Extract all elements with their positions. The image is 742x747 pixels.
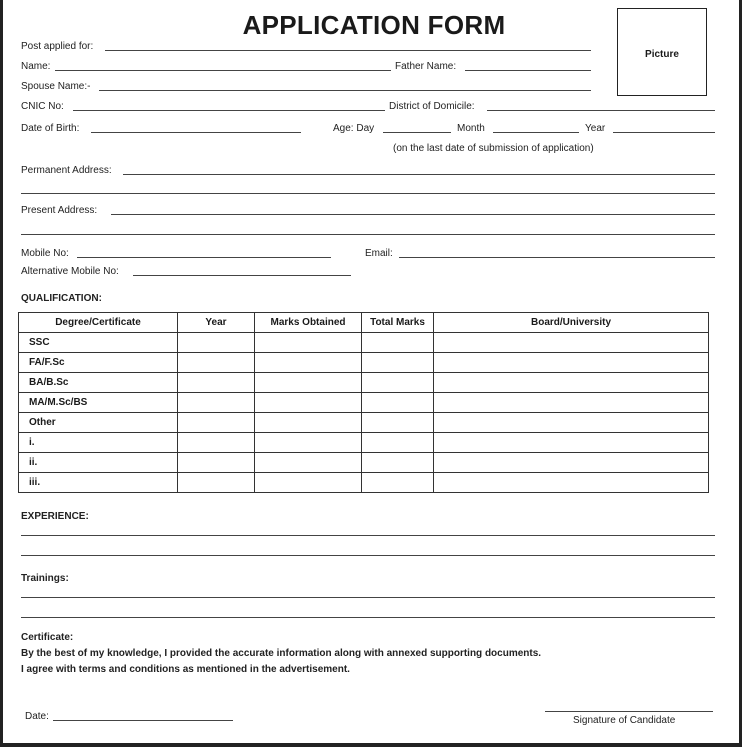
trainings-field-line2[interactable] <box>21 617 715 618</box>
table-row <box>19 433 709 453</box>
permanent-address-field[interactable] <box>123 174 715 175</box>
alt-mobile-field[interactable] <box>133 275 351 276</box>
marks-obtained-cell[interactable] <box>255 353 362 373</box>
cnic-label: CNIC No: <box>21 101 64 112</box>
board-university-cell[interactable] <box>434 333 709 353</box>
post-field[interactable] <box>105 50 591 51</box>
qualification-table <box>18 312 709 493</box>
certificate-statement-2: I agree with terms and conditions as mentioned in the advertisement. <box>21 664 350 675</box>
qualification-header-row <box>19 313 709 333</box>
mobile-label: Mobile No: <box>21 248 69 259</box>
total-marks-cell[interactable] <box>362 353 434 373</box>
year-cell[interactable] <box>178 393 255 413</box>
marks-obtained-cell[interactable] <box>255 333 362 353</box>
year-cell[interactable] <box>178 353 255 373</box>
father-name-field[interactable] <box>465 70 591 71</box>
year-cell[interactable] <box>178 333 255 353</box>
permanent-address-field-line2[interactable] <box>21 193 715 194</box>
experience-field-line2[interactable] <box>21 555 715 556</box>
trainings-field-line1[interactable] <box>21 597 715 598</box>
total-marks-cell[interactable] <box>362 393 434 413</box>
table-row <box>19 353 709 373</box>
degree-cell: Other <box>19 413 178 433</box>
total-marks-cell[interactable] <box>362 333 434 353</box>
picture-box[interactable] <box>617 8 707 96</box>
age-day-label: Age: Day <box>333 123 375 134</box>
degree-cell: iii. <box>19 473 178 493</box>
year-cell[interactable] <box>178 413 255 433</box>
spouse-name-label: Spouse Name:- <box>21 81 91 92</box>
signature-label: Signature of Candidate <box>573 715 676 726</box>
marks-obtained-cell[interactable] <box>255 433 362 453</box>
year-cell[interactable] <box>178 373 255 393</box>
age-year-field[interactable] <box>613 132 715 133</box>
board-university-cell[interactable] <box>434 453 709 473</box>
total-marks-cell[interactable] <box>362 453 434 473</box>
experience-field-line1[interactable] <box>21 535 715 536</box>
trainings-heading: Trainings: <box>21 573 69 584</box>
column-header: Year <box>178 313 255 333</box>
table-row <box>19 333 709 353</box>
column-header: Marks Obtained <box>255 313 362 333</box>
age-note: (on the last date of submission of application) <box>393 143 594 154</box>
present-address-label: Present Address: <box>21 205 98 216</box>
dob-label: Date of Birth: <box>21 123 80 134</box>
experience-heading: EXPERIENCE: <box>21 511 89 522</box>
table-row <box>19 413 709 433</box>
table-row <box>19 373 709 393</box>
table-row <box>19 393 709 413</box>
marks-obtained-cell[interactable] <box>255 373 362 393</box>
marks-obtained-cell[interactable] <box>255 473 362 493</box>
board-university-cell[interactable] <box>434 473 709 493</box>
table-row <box>19 473 709 493</box>
name-label: Name: <box>21 61 51 72</box>
post-label: Post applied for: <box>21 41 94 52</box>
board-university-cell[interactable] <box>434 433 709 453</box>
degree-cell: i. <box>19 433 178 453</box>
board-university-cell[interactable] <box>434 393 709 413</box>
domicile-label: District of Domicile: <box>389 101 475 112</box>
age-year-label: Year <box>585 123 606 134</box>
degree-cell: SSC <box>19 333 178 353</box>
degree-cell: MA/M.Sc/BS <box>19 393 178 413</box>
picture-label: Picture <box>645 49 679 60</box>
degree-cell: ii. <box>19 453 178 473</box>
present-address-field-line2[interactable] <box>21 234 715 235</box>
spouse-name-field[interactable] <box>99 90 591 91</box>
marks-obtained-cell[interactable] <box>255 413 362 433</box>
marks-obtained-cell[interactable] <box>255 453 362 473</box>
total-marks-cell[interactable] <box>362 433 434 453</box>
email-field[interactable] <box>399 257 715 258</box>
degree-cell: BA/B.Sc <box>19 373 178 393</box>
column-header: Degree/Certificate <box>19 313 178 333</box>
board-university-cell[interactable] <box>434 373 709 393</box>
year-cell[interactable] <box>178 473 255 493</box>
column-header: Board/University <box>434 313 709 333</box>
alt-mobile-label: Alternative Mobile No: <box>21 266 119 277</box>
column-header: Total Marks <box>362 313 434 333</box>
dob-field[interactable] <box>91 132 301 133</box>
total-marks-cell[interactable] <box>362 373 434 393</box>
board-university-cell[interactable] <box>434 353 709 373</box>
permanent-address-label: Permanent Address: <box>21 165 112 176</box>
age-month-label: Month <box>457 123 485 134</box>
signature-line[interactable] <box>545 711 713 712</box>
mobile-field[interactable] <box>77 257 331 258</box>
total-marks-cell[interactable] <box>362 413 434 433</box>
cnic-field[interactable] <box>73 110 385 111</box>
age-day-field[interactable] <box>383 132 451 133</box>
name-field[interactable] <box>55 70 391 71</box>
domicile-field[interactable] <box>487 110 715 111</box>
total-marks-cell[interactable] <box>362 473 434 493</box>
present-address-field[interactable] <box>111 214 715 215</box>
board-university-cell[interactable] <box>434 413 709 433</box>
certificate-heading: Certificate: <box>21 632 74 643</box>
certificate-statement-1: By the best of my knowledge, I provided the accurate information along with annexed supporting documents. <box>21 648 542 659</box>
year-cell[interactable] <box>178 453 255 473</box>
email-label: Email: <box>365 248 393 259</box>
form-title: APPLICATION FORM <box>242 10 506 40</box>
father-name-label: Father Name: <box>395 61 457 72</box>
date-label: Date: <box>25 711 49 722</box>
qualification-heading: QUALIFICATION: <box>21 293 102 304</box>
degree-cell: FA/F.Sc <box>19 353 178 373</box>
marks-obtained-cell[interactable] <box>255 393 362 413</box>
table-row <box>19 453 709 473</box>
age-month-field[interactable] <box>493 132 579 133</box>
year-cell[interactable] <box>178 433 255 453</box>
date-field[interactable] <box>53 720 233 721</box>
